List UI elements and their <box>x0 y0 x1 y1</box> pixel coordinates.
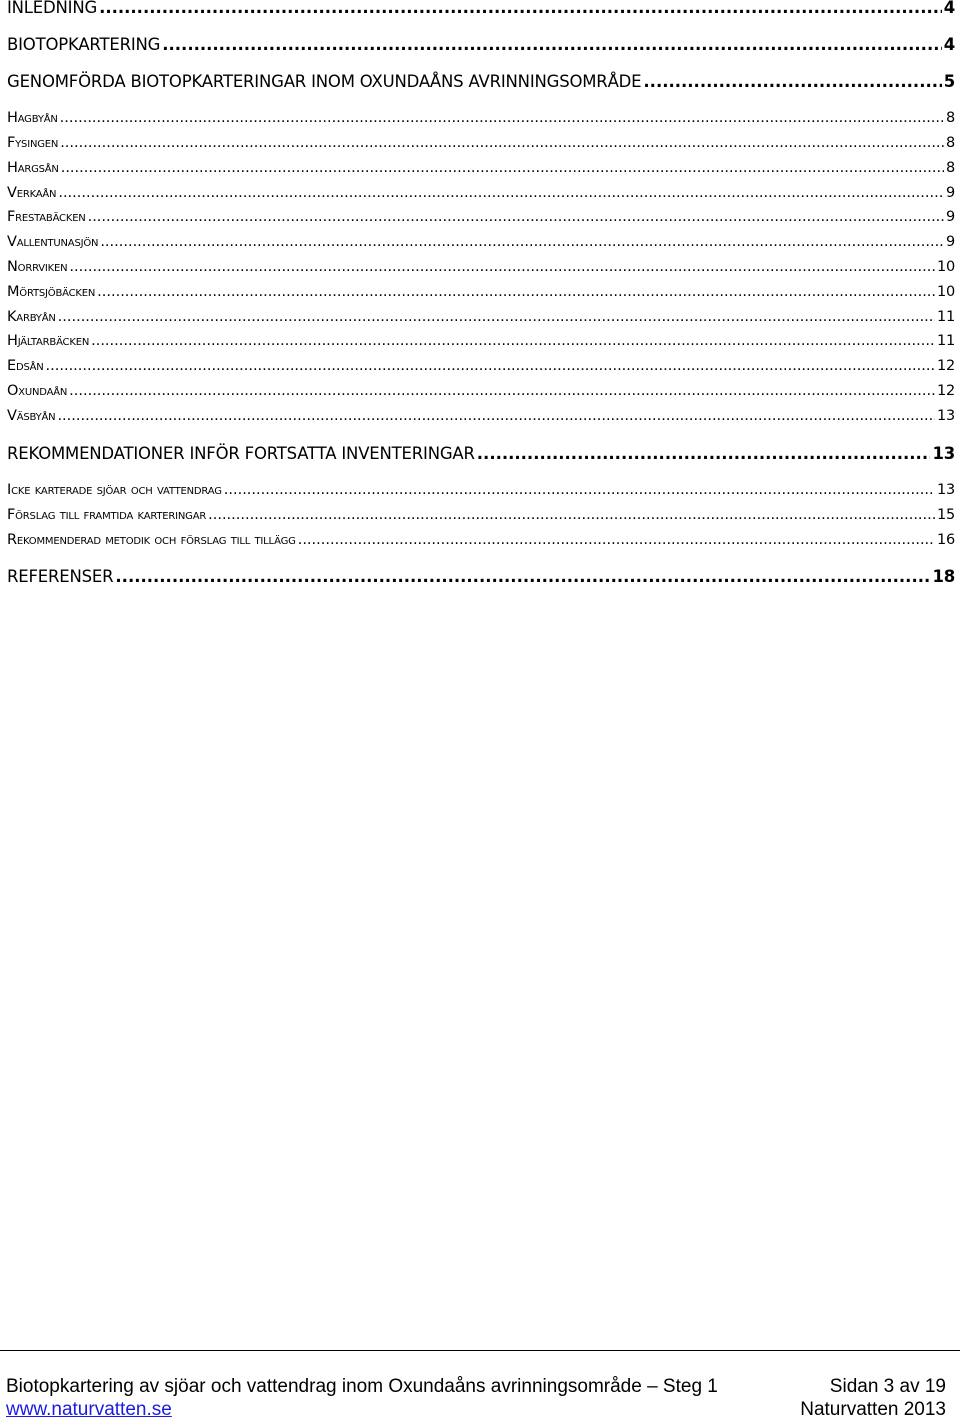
toc-entry-page: 12 <box>936 358 955 374</box>
toc-entry-frestabacken[interactable] <box>7 209 955 225</box>
toc-entry-genomforda[interactable] <box>7 72 955 91</box>
toc-entry-forslag[interactable] <box>7 507 955 523</box>
toc-entry-label: Fysingen <box>7 135 59 151</box>
toc-entry-rekommenderad[interactable] <box>7 532 955 548</box>
footer-website-link[interactable]: www.naturvatten.se <box>6 1399 172 1420</box>
toc-entry-page: 8 <box>945 110 955 126</box>
toc-entry-page: 16 <box>936 532 955 548</box>
dot-leader <box>100 234 944 250</box>
toc-entry-page: 8 <box>945 160 955 176</box>
dot-leader <box>115 567 930 586</box>
toc-entry-page: 9 <box>945 185 955 201</box>
toc-entry-oxundaan[interactable] <box>7 383 955 399</box>
dot-leader <box>91 333 935 349</box>
toc-entry-page: 4 <box>943 0 955 17</box>
toc-entry-label: Norrviken <box>7 259 68 275</box>
page-footer <box>6 1375 946 1421</box>
toc-entry-label: Edsån <box>7 358 44 374</box>
toc-entry-label: Hjältarbäcken <box>7 333 90 349</box>
toc-entry-label: Oxundaån <box>7 383 68 399</box>
footer-divider <box>0 1350 960 1351</box>
toc-entry-label: Karbyån <box>7 309 56 325</box>
toc-entry-mortsjobacken[interactable] <box>7 284 955 300</box>
dot-leader <box>88 209 944 225</box>
toc-entry-page: 13 <box>936 408 955 424</box>
dot-leader <box>298 532 935 548</box>
toc-entry-page: 10 <box>936 259 955 275</box>
toc-entry-page: 13 <box>936 482 955 498</box>
toc-entry-inledning[interactable] <box>7 0 955 17</box>
toc-entry-page: 13 <box>932 444 955 463</box>
toc-entry-label: Icke karterade sjöar och vattendrag <box>7 482 222 498</box>
toc-entry-page: 11 <box>936 309 955 325</box>
toc-entry-label: GENOMFÖRDA BIOTOPKARTERINGAR INOM OXUNDAÅNS AVRINNINGSOMRÅDE <box>7 72 642 91</box>
dot-leader <box>69 383 935 399</box>
toc-entry-label: BIOTOPKARTERING <box>7 35 161 54</box>
toc-entry-label: REKOMMENDATIONER INFÖR FORTSATTA INVENTERINGAR <box>7 444 475 463</box>
toc-entry-hjaltarbacken[interactable] <box>7 333 955 349</box>
toc-entry-label: REFERENSER <box>7 567 114 586</box>
dot-leader <box>61 160 944 176</box>
dot-leader <box>46 358 935 374</box>
dot-leader <box>208 507 935 523</box>
dot-leader <box>57 408 934 424</box>
toc-entry-biotopkartering[interactable] <box>7 35 955 54</box>
dot-leader <box>58 185 944 201</box>
toc-entry-label: Mörtsjöbäcken <box>7 284 96 300</box>
footer-row-bottom <box>6 1398 946 1421</box>
dot-leader <box>224 482 935 498</box>
toc-entry-hargsan[interactable] <box>7 160 955 176</box>
dot-leader <box>477 444 931 463</box>
toc-entry-rekommendationer[interactable] <box>7 444 955 463</box>
toc-entry-label: Frestabäcken <box>7 209 86 225</box>
dot-leader <box>69 259 935 275</box>
toc-entry-vallentunasjon[interactable] <box>7 234 955 250</box>
toc-entry-vasbyan[interactable] <box>7 408 955 424</box>
toc-entry-page: 5 <box>943 72 955 91</box>
toc-entry-edsan[interactable] <box>7 358 955 374</box>
toc-entry-page: 9 <box>945 234 955 250</box>
footer-title: Biotopkartering av sjöar och vattendrag inom Oxundaåns avrinningsområde – Steg 1 <box>6 1376 718 1397</box>
toc-entry-page: 10 <box>936 284 955 300</box>
toc-entry-karbyan[interactable] <box>7 309 955 325</box>
toc-entry-page: 12 <box>936 383 955 399</box>
toc-entry-label: Verkaån <box>7 185 57 201</box>
dot-leader <box>60 135 944 151</box>
toc-entry-icke-karterade[interactable] <box>7 482 955 498</box>
toc-entry-label: INLEDNING <box>7 0 98 17</box>
dot-leader <box>162 35 941 54</box>
toc-entry-hagbyan[interactable] <box>7 110 955 126</box>
footer-page-info: Sidan 3 av 19 <box>829 1376 946 1397</box>
toc-entry-page: 9 <box>945 209 955 225</box>
footer-row-top <box>6 1375 946 1398</box>
dot-leader <box>58 309 935 325</box>
toc-entry-page: 15 <box>936 507 955 523</box>
dot-leader <box>97 284 935 300</box>
toc-entry-page: 11 <box>936 333 955 349</box>
toc-entry-page: 18 <box>932 567 955 586</box>
dot-leader <box>643 72 941 91</box>
toc-entry-page: 4 <box>943 35 955 54</box>
toc-entry-verkaan[interactable] <box>7 185 955 201</box>
dot-leader <box>60 110 944 126</box>
toc-entry-fysingen[interactable] <box>7 135 955 151</box>
footer-copyright: Naturvatten 2013 <box>800 1399 946 1420</box>
toc-entry-label: Förslag till framtida karteringar <box>7 507 207 523</box>
toc-entry-label: Hagbyån <box>7 110 58 126</box>
toc-entry-label: Väsbyån <box>7 408 56 424</box>
toc-entry-label: Hargsån <box>7 160 59 176</box>
toc-entry-page: 8 <box>945 135 955 151</box>
toc-entry-label: Vallentunasjön <box>7 234 99 250</box>
toc-entry-norrviken[interactable] <box>7 259 955 275</box>
toc-entry-referenser[interactable] <box>7 567 955 586</box>
toc-entry-label: Rekommenderad metodik och förslag till tillägg <box>7 532 296 548</box>
dot-leader <box>99 0 942 17</box>
